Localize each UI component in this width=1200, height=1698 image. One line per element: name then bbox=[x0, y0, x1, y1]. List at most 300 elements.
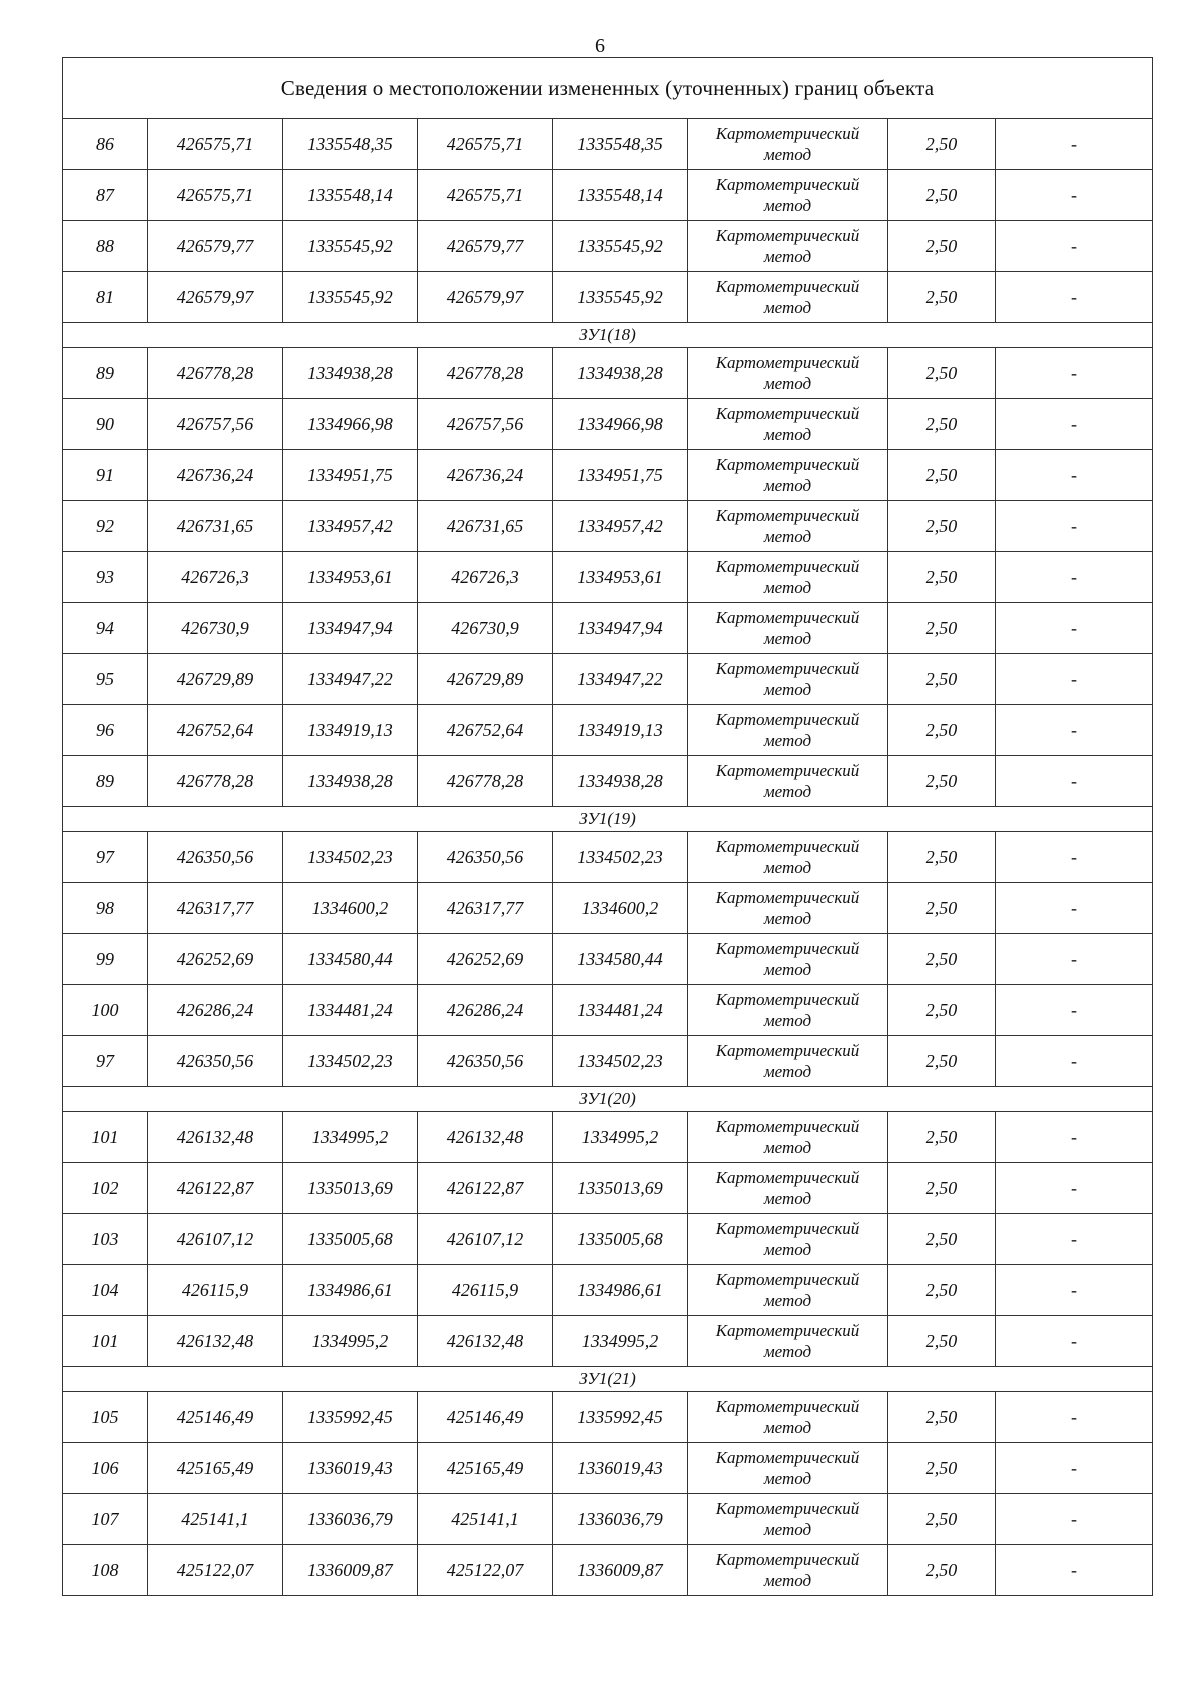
method-text: Картометрический bbox=[715, 1550, 860, 1569]
accuracy-cell: 2,50 bbox=[888, 119, 996, 170]
method-cell bbox=[688, 934, 888, 985]
table-row bbox=[63, 272, 1153, 323]
note-cell: - bbox=[996, 756, 1153, 807]
method-cell bbox=[688, 1316, 888, 1367]
note-cell: - bbox=[996, 1443, 1153, 1494]
section-row bbox=[63, 323, 1153, 348]
method-text: Картометрический bbox=[715, 353, 860, 372]
method-cell bbox=[688, 1265, 888, 1316]
note-cell: - bbox=[996, 1163, 1153, 1214]
table-row bbox=[63, 1316, 1153, 1367]
refined-y-cell: 1334951,75 bbox=[553, 450, 688, 501]
method-text: метод bbox=[763, 145, 812, 164]
point-number-cell: 99 bbox=[63, 934, 148, 985]
existing-y-cell: 1334947,94 bbox=[283, 603, 418, 654]
refined-x-cell: 426350,56 bbox=[418, 1036, 553, 1087]
boundary-coordinates-table bbox=[62, 57, 1153, 1596]
existing-x-cell: 425165,49 bbox=[148, 1443, 283, 1494]
note-cell: - bbox=[996, 119, 1153, 170]
existing-y-cell: 1335548,35 bbox=[283, 119, 418, 170]
existing-x-cell: 426778,28 bbox=[148, 756, 283, 807]
refined-y-cell: 1334953,61 bbox=[553, 552, 688, 603]
accuracy-cell: 2,50 bbox=[888, 1112, 996, 1163]
accuracy-cell: 2,50 bbox=[888, 272, 996, 323]
method-text: метод bbox=[763, 1062, 812, 1081]
refined-x-cell: 426575,71 bbox=[418, 170, 553, 221]
note-cell: - bbox=[996, 170, 1153, 221]
note-cell: - bbox=[996, 1036, 1153, 1087]
refined-y-cell: 1334995,2 bbox=[553, 1112, 688, 1163]
note-cell: - bbox=[996, 603, 1153, 654]
table-row bbox=[63, 832, 1153, 883]
point-number-cell: 108 bbox=[63, 1545, 148, 1596]
existing-x-cell: 426575,71 bbox=[148, 119, 283, 170]
method-text: Картометрический bbox=[715, 1397, 860, 1416]
method-cell bbox=[688, 450, 888, 501]
table-row bbox=[63, 170, 1153, 221]
refined-x-cell: 426350,56 bbox=[418, 832, 553, 883]
existing-x-cell: 426757,56 bbox=[148, 399, 283, 450]
method-text: Картометрический bbox=[715, 1499, 860, 1518]
point-number-cell: 88 bbox=[63, 221, 148, 272]
refined-x-cell: 426778,28 bbox=[418, 348, 553, 399]
refined-y-cell: 1334938,28 bbox=[553, 348, 688, 399]
method-cell bbox=[688, 552, 888, 603]
method-text: метод bbox=[763, 1138, 812, 1157]
section-label: ЗУ1(18) bbox=[63, 323, 1153, 348]
point-number-cell: 81 bbox=[63, 272, 148, 323]
refined-x-cell: 425122,07 bbox=[418, 1545, 553, 1596]
section-row bbox=[63, 1087, 1153, 1112]
table-row bbox=[63, 883, 1153, 934]
method-text: Картометрический bbox=[715, 888, 860, 907]
existing-x-cell: 426115,9 bbox=[148, 1265, 283, 1316]
refined-x-cell: 426778,28 bbox=[418, 756, 553, 807]
method-text: Картометрический bbox=[715, 124, 860, 143]
method-text: метод bbox=[763, 909, 812, 928]
refined-x-cell: 426317,77 bbox=[418, 883, 553, 934]
existing-y-cell: 1334580,44 bbox=[283, 934, 418, 985]
refined-x-cell: 426115,9 bbox=[418, 1265, 553, 1316]
method-text: Картометрический bbox=[715, 226, 860, 245]
point-number-cell: 105 bbox=[63, 1392, 148, 1443]
accuracy-cell: 2,50 bbox=[888, 552, 996, 603]
method-text: метод bbox=[763, 782, 812, 801]
method-text: Картометрический bbox=[715, 1117, 860, 1136]
method-text: метод bbox=[763, 476, 812, 495]
point-number-cell: 91 bbox=[63, 450, 148, 501]
point-number-cell: 103 bbox=[63, 1214, 148, 1265]
method-text: Картометрический bbox=[715, 506, 860, 525]
method-text: метод bbox=[763, 1571, 812, 1590]
accuracy-cell: 2,50 bbox=[888, 1316, 996, 1367]
accuracy-cell: 2,50 bbox=[888, 883, 996, 934]
point-number-cell: 89 bbox=[63, 756, 148, 807]
existing-x-cell: 426132,48 bbox=[148, 1112, 283, 1163]
refined-y-cell: 1334502,23 bbox=[553, 832, 688, 883]
refined-y-cell: 1334600,2 bbox=[553, 883, 688, 934]
section-label: ЗУ1(19) bbox=[63, 807, 1153, 832]
table-row bbox=[63, 603, 1153, 654]
point-number-cell: 96 bbox=[63, 705, 148, 756]
point-number-cell: 97 bbox=[63, 832, 148, 883]
refined-y-cell: 1335013,69 bbox=[553, 1163, 688, 1214]
existing-x-cell: 426736,24 bbox=[148, 450, 283, 501]
table-row bbox=[63, 985, 1153, 1036]
accuracy-cell: 2,50 bbox=[888, 985, 996, 1036]
existing-y-cell: 1334938,28 bbox=[283, 756, 418, 807]
method-text: Картометрический bbox=[715, 175, 860, 194]
existing-x-cell: 426286,24 bbox=[148, 985, 283, 1036]
method-cell bbox=[688, 399, 888, 450]
existing-y-cell: 1335545,92 bbox=[283, 221, 418, 272]
accuracy-cell: 2,50 bbox=[888, 501, 996, 552]
method-text: Картометрический bbox=[715, 277, 860, 296]
accuracy-cell: 2,50 bbox=[888, 832, 996, 883]
refined-y-cell: 1334502,23 bbox=[553, 1036, 688, 1087]
existing-y-cell: 1336036,79 bbox=[283, 1494, 418, 1545]
refined-x-cell: 426579,97 bbox=[418, 272, 553, 323]
refined-x-cell: 426132,48 bbox=[418, 1112, 553, 1163]
note-cell: - bbox=[996, 1214, 1153, 1265]
point-number-cell: 87 bbox=[63, 170, 148, 221]
note-cell: - bbox=[996, 348, 1153, 399]
table-row bbox=[63, 934, 1153, 985]
section-row bbox=[63, 1367, 1153, 1392]
refined-y-cell: 1334947,94 bbox=[553, 603, 688, 654]
refined-y-cell: 1334957,42 bbox=[553, 501, 688, 552]
accuracy-cell: 2,50 bbox=[888, 1163, 996, 1214]
point-number-cell: 89 bbox=[63, 348, 148, 399]
note-cell: - bbox=[996, 985, 1153, 1036]
note-cell: - bbox=[996, 399, 1153, 450]
refined-x-cell: 426752,64 bbox=[418, 705, 553, 756]
note-cell: - bbox=[996, 883, 1153, 934]
refined-y-cell: 1334966,98 bbox=[553, 399, 688, 450]
method-text: Картометрический bbox=[715, 557, 860, 576]
point-number-cell: 98 bbox=[63, 883, 148, 934]
refined-y-cell: 1336036,79 bbox=[553, 1494, 688, 1545]
refined-x-cell: 425141,1 bbox=[418, 1494, 553, 1545]
note-cell: - bbox=[996, 1392, 1153, 1443]
note-cell: - bbox=[996, 272, 1153, 323]
refined-x-cell: 425146,49 bbox=[418, 1392, 553, 1443]
note-cell: - bbox=[996, 705, 1153, 756]
method-cell bbox=[688, 756, 888, 807]
existing-x-cell: 426350,56 bbox=[148, 1036, 283, 1087]
method-cell bbox=[688, 705, 888, 756]
accuracy-cell: 2,50 bbox=[888, 1036, 996, 1087]
section-label: ЗУ1(21) bbox=[63, 1367, 1153, 1392]
method-cell bbox=[688, 1214, 888, 1265]
accuracy-cell: 2,50 bbox=[888, 654, 996, 705]
existing-y-cell: 1336009,87 bbox=[283, 1545, 418, 1596]
refined-y-cell: 1335005,68 bbox=[553, 1214, 688, 1265]
table-row bbox=[63, 1545, 1153, 1596]
existing-y-cell: 1334481,24 bbox=[283, 985, 418, 1036]
note-cell: - bbox=[996, 552, 1153, 603]
accuracy-cell: 2,50 bbox=[888, 934, 996, 985]
note-cell: - bbox=[996, 450, 1153, 501]
existing-y-cell: 1334600,2 bbox=[283, 883, 418, 934]
table-row bbox=[63, 501, 1153, 552]
method-cell bbox=[688, 348, 888, 399]
method-text: Картометрический bbox=[715, 1168, 860, 1187]
table-row bbox=[63, 1494, 1153, 1545]
existing-x-cell: 426778,28 bbox=[148, 348, 283, 399]
table-row bbox=[63, 1443, 1153, 1494]
point-number-cell: 100 bbox=[63, 985, 148, 1036]
refined-x-cell: 426286,24 bbox=[418, 985, 553, 1036]
note-cell: - bbox=[996, 501, 1153, 552]
method-cell bbox=[688, 883, 888, 934]
table-row bbox=[63, 1214, 1153, 1265]
table-row bbox=[63, 654, 1153, 705]
existing-x-cell: 425122,07 bbox=[148, 1545, 283, 1596]
section-label: ЗУ1(20) bbox=[63, 1087, 1153, 1112]
method-cell bbox=[688, 119, 888, 170]
existing-y-cell: 1334502,23 bbox=[283, 1036, 418, 1087]
method-text: метод bbox=[763, 425, 812, 444]
table-body bbox=[63, 58, 1153, 1596]
table-row bbox=[63, 1265, 1153, 1316]
method-text: Картометрический bbox=[715, 455, 860, 474]
note-cell: - bbox=[996, 832, 1153, 883]
existing-y-cell: 1334919,13 bbox=[283, 705, 418, 756]
existing-x-cell: 426575,71 bbox=[148, 170, 283, 221]
point-number-cell: 102 bbox=[63, 1163, 148, 1214]
existing-y-cell: 1334951,75 bbox=[283, 450, 418, 501]
note-cell: - bbox=[996, 1494, 1153, 1545]
method-text: Картометрический bbox=[715, 1219, 860, 1238]
refined-y-cell: 1334919,13 bbox=[553, 705, 688, 756]
existing-y-cell: 1335005,68 bbox=[283, 1214, 418, 1265]
note-cell: - bbox=[996, 654, 1153, 705]
existing-y-cell: 1334957,42 bbox=[283, 501, 418, 552]
method-text: метод bbox=[763, 1240, 812, 1259]
table-row bbox=[63, 1163, 1153, 1214]
existing-x-cell: 426730,9 bbox=[148, 603, 283, 654]
table-title: Сведения о местоположении измененных (уточненных) границ объекта bbox=[63, 58, 1153, 119]
method-text: Картометрический bbox=[715, 659, 860, 678]
note-cell: - bbox=[996, 1112, 1153, 1163]
note-cell: - bbox=[996, 934, 1153, 985]
table-row bbox=[63, 399, 1153, 450]
existing-x-cell: 426726,3 bbox=[148, 552, 283, 603]
existing-y-cell: 1335013,69 bbox=[283, 1163, 418, 1214]
table-row bbox=[63, 1112, 1153, 1163]
accuracy-cell: 2,50 bbox=[888, 1392, 996, 1443]
method-text: Картометрический bbox=[715, 1041, 860, 1060]
refined-y-cell: 1334986,61 bbox=[553, 1265, 688, 1316]
method-text: метод bbox=[763, 247, 812, 266]
method-text: Картометрический bbox=[715, 761, 860, 780]
accuracy-cell: 2,50 bbox=[888, 1494, 996, 1545]
method-text: метод bbox=[763, 298, 812, 317]
point-number-cell: 93 bbox=[63, 552, 148, 603]
method-cell bbox=[688, 501, 888, 552]
table-title-row bbox=[63, 58, 1153, 119]
method-text: Картометрический bbox=[715, 404, 860, 423]
note-cell: - bbox=[996, 1265, 1153, 1316]
table-row bbox=[63, 348, 1153, 399]
section-row bbox=[63, 807, 1153, 832]
method-cell bbox=[688, 1392, 888, 1443]
method-text: метод bbox=[763, 1520, 812, 1539]
point-number-cell: 90 bbox=[63, 399, 148, 450]
method-cell bbox=[688, 1112, 888, 1163]
refined-x-cell: 426579,77 bbox=[418, 221, 553, 272]
refined-y-cell: 1335545,92 bbox=[553, 221, 688, 272]
method-text: метод bbox=[763, 1011, 812, 1030]
note-cell: - bbox=[996, 1545, 1153, 1596]
refined-x-cell: 426729,89 bbox=[418, 654, 553, 705]
table-row bbox=[63, 552, 1153, 603]
existing-y-cell: 1335548,14 bbox=[283, 170, 418, 221]
existing-y-cell: 1335545,92 bbox=[283, 272, 418, 323]
method-text: метод bbox=[763, 1291, 812, 1310]
method-text: Картометрический bbox=[715, 1270, 860, 1289]
point-number-cell: 101 bbox=[63, 1112, 148, 1163]
method-cell bbox=[688, 272, 888, 323]
existing-x-cell: 426350,56 bbox=[148, 832, 283, 883]
method-cell bbox=[688, 221, 888, 272]
accuracy-cell: 2,50 bbox=[888, 221, 996, 272]
point-number-cell: 106 bbox=[63, 1443, 148, 1494]
method-text: метод bbox=[763, 374, 812, 393]
method-cell bbox=[688, 1036, 888, 1087]
refined-x-cell: 426730,9 bbox=[418, 603, 553, 654]
point-number-cell: 95 bbox=[63, 654, 148, 705]
boundary-coordinates-table-wrapper bbox=[62, 57, 1152, 1596]
refined-y-cell: 1334580,44 bbox=[553, 934, 688, 985]
table-row bbox=[63, 1036, 1153, 1087]
method-text: метод bbox=[763, 1189, 812, 1208]
existing-x-cell: 426317,77 bbox=[148, 883, 283, 934]
point-number-cell: 107 bbox=[63, 1494, 148, 1545]
refined-x-cell: 426736,24 bbox=[418, 450, 553, 501]
refined-x-cell: 425165,49 bbox=[418, 1443, 553, 1494]
note-cell: - bbox=[996, 1316, 1153, 1367]
refined-x-cell: 426757,56 bbox=[418, 399, 553, 450]
existing-y-cell: 1334995,2 bbox=[283, 1316, 418, 1367]
method-text: метод bbox=[763, 731, 812, 750]
table-row bbox=[63, 756, 1153, 807]
table-row bbox=[63, 1392, 1153, 1443]
table-row bbox=[63, 450, 1153, 501]
accuracy-cell: 2,50 bbox=[888, 348, 996, 399]
refined-y-cell: 1334995,2 bbox=[553, 1316, 688, 1367]
method-text: Картометрический bbox=[715, 939, 860, 958]
refined-y-cell: 1335992,45 bbox=[553, 1392, 688, 1443]
refined-x-cell: 426107,12 bbox=[418, 1214, 553, 1265]
existing-x-cell: 426731,65 bbox=[148, 501, 283, 552]
existing-y-cell: 1336019,43 bbox=[283, 1443, 418, 1494]
accuracy-cell: 2,50 bbox=[888, 170, 996, 221]
accuracy-cell: 2,50 bbox=[888, 1443, 996, 1494]
refined-y-cell: 1335545,92 bbox=[553, 272, 688, 323]
method-text: Картометрический bbox=[715, 608, 860, 627]
point-number-cell: 97 bbox=[63, 1036, 148, 1087]
method-cell bbox=[688, 832, 888, 883]
method-text: метод bbox=[763, 527, 812, 546]
method-text: метод bbox=[763, 1342, 812, 1361]
existing-x-cell: 426132,48 bbox=[148, 1316, 283, 1367]
point-number-cell: 94 bbox=[63, 603, 148, 654]
accuracy-cell: 2,50 bbox=[888, 1265, 996, 1316]
refined-x-cell: 426122,87 bbox=[418, 1163, 553, 1214]
accuracy-cell: 2,50 bbox=[888, 1214, 996, 1265]
existing-y-cell: 1334938,28 bbox=[283, 348, 418, 399]
method-cell bbox=[688, 170, 888, 221]
refined-x-cell: 426731,65 bbox=[418, 501, 553, 552]
existing-x-cell: 426122,87 bbox=[148, 1163, 283, 1214]
method-text: метод bbox=[763, 196, 812, 215]
point-number-cell: 86 bbox=[63, 119, 148, 170]
accuracy-cell: 2,50 bbox=[888, 705, 996, 756]
existing-x-cell: 426579,77 bbox=[148, 221, 283, 272]
refined-x-cell: 426252,69 bbox=[418, 934, 553, 985]
refined-x-cell: 426132,48 bbox=[418, 1316, 553, 1367]
refined-x-cell: 426575,71 bbox=[418, 119, 553, 170]
existing-y-cell: 1335992,45 bbox=[283, 1392, 418, 1443]
method-text: метод bbox=[763, 1469, 812, 1488]
method-text: Картометрический bbox=[715, 1321, 860, 1340]
method-cell bbox=[688, 603, 888, 654]
existing-y-cell: 1334995,2 bbox=[283, 1112, 418, 1163]
existing-y-cell: 1334953,61 bbox=[283, 552, 418, 603]
note-cell: - bbox=[996, 221, 1153, 272]
method-text: Картометрический bbox=[715, 1448, 860, 1467]
existing-x-cell: 426729,89 bbox=[148, 654, 283, 705]
table-row bbox=[63, 221, 1153, 272]
method-cell bbox=[688, 985, 888, 1036]
refined-y-cell: 1336009,87 bbox=[553, 1545, 688, 1596]
method-cell bbox=[688, 1545, 888, 1596]
method-cell bbox=[688, 654, 888, 705]
table-row bbox=[63, 119, 1153, 170]
method-text: метод bbox=[763, 1418, 812, 1437]
existing-y-cell: 1334966,98 bbox=[283, 399, 418, 450]
page-number: 6 bbox=[595, 35, 605, 57]
method-text: метод bbox=[763, 858, 812, 877]
refined-y-cell: 1336019,43 bbox=[553, 1443, 688, 1494]
existing-x-cell: 425146,49 bbox=[148, 1392, 283, 1443]
refined-y-cell: 1334947,22 bbox=[553, 654, 688, 705]
refined-y-cell: 1334938,28 bbox=[553, 756, 688, 807]
accuracy-cell: 2,50 bbox=[888, 756, 996, 807]
existing-y-cell: 1334947,22 bbox=[283, 654, 418, 705]
accuracy-cell: 2,50 bbox=[888, 450, 996, 501]
existing-x-cell: 426752,64 bbox=[148, 705, 283, 756]
method-text: Картометрический bbox=[715, 837, 860, 856]
existing-x-cell: 425141,1 bbox=[148, 1494, 283, 1545]
accuracy-cell: 2,50 bbox=[888, 399, 996, 450]
existing-x-cell: 426107,12 bbox=[148, 1214, 283, 1265]
method-cell bbox=[688, 1443, 888, 1494]
refined-y-cell: 1334481,24 bbox=[553, 985, 688, 1036]
point-number-cell: 104 bbox=[63, 1265, 148, 1316]
refined-y-cell: 1335548,35 bbox=[553, 119, 688, 170]
existing-x-cell: 426579,97 bbox=[148, 272, 283, 323]
method-text: метод bbox=[763, 680, 812, 699]
existing-x-cell: 426252,69 bbox=[148, 934, 283, 985]
method-text: Картометрический bbox=[715, 990, 860, 1009]
existing-y-cell: 1334986,61 bbox=[283, 1265, 418, 1316]
point-number-cell: 101 bbox=[63, 1316, 148, 1367]
method-text: метод bbox=[763, 578, 812, 597]
refined-y-cell: 1335548,14 bbox=[553, 170, 688, 221]
